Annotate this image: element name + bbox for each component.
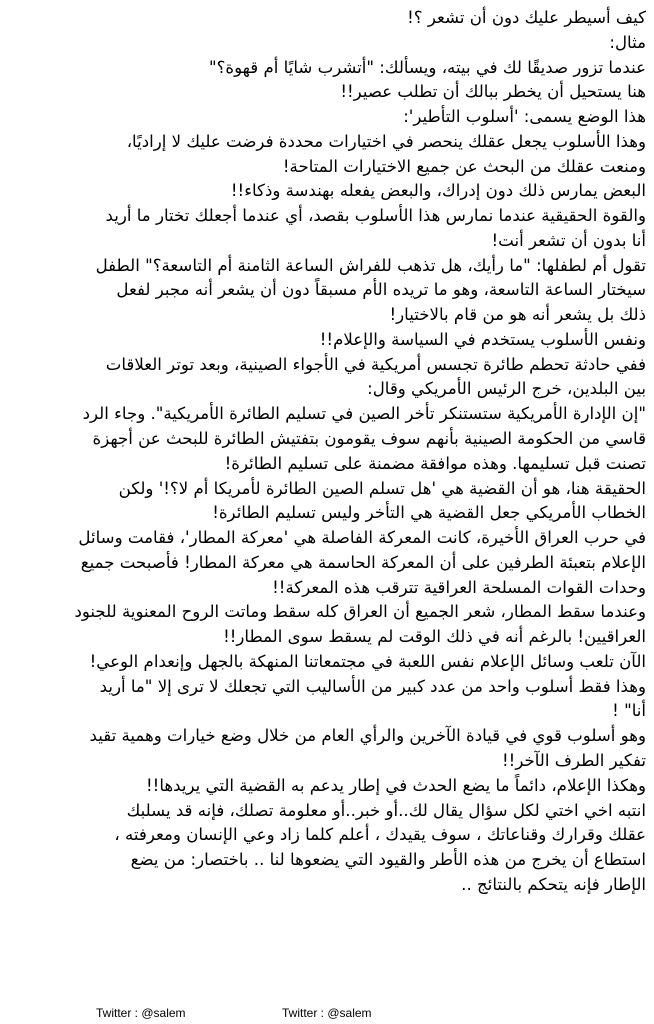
text-line: قاسي من الحكومة الصينية بأنهم سوف يقومون بتفتيش الطائرة للبحث عن أجهزة (92, 429, 646, 449)
text-line: ذلك بل يشعر أنه هو من قام بالاختيار! (389, 305, 646, 325)
text-line: وحدات القوات المسلحة العراقية تترقب هذه المعركة!! (272, 577, 646, 597)
text-line: أنا" ! (612, 701, 646, 721)
text-line: مثال: (609, 32, 646, 52)
text-line: كيف أسيطر عليك دون أن تشعر ؟! (407, 8, 646, 27)
text-line: سيختار الساعة التاسعة، وهو ما تريده الأم مسبقاً دون أن يشعر أنه مجبر لفعل (116, 280, 646, 300)
text-line: "إن الإدارة الأمريكية ستستنكر تأخر الصين في تسليم الطائرة الأمريكية". وجاء الرد (82, 404, 646, 424)
text-line: والقوة الحقيقية عندما نمارس هذا الأسلوب بقصد، أي عندما أجعلك تختار ما أريد (105, 206, 646, 226)
text-line: تقول أم لطفلها: "ما رأيك، هل تذهب للفراش الساعة الثامنة أم التاسعة؟" الطفل (95, 255, 646, 275)
text-line: الإطار فإنه يتحكم بالنتائج .. (461, 874, 646, 894)
text-line: هذا الوضع يسمى: 'أسلوب التأطير': (403, 107, 646, 127)
twitter-credit-right: Twitter : @salem (282, 1006, 372, 1020)
text-line: العراقيين! بالرغم أنه في ذلك الوقت لم يسقط سوى المطار!! (223, 627, 646, 647)
text-line: البعض يمارس ذلك دون إدراك، والبعض يفعله بهندسة وذكاء!! (230, 181, 646, 201)
text-line: الحقيقة هنا، هو أن القضية هي 'هل تسلم الصين الطائرة لأمريكا أم لا؟!' ولكن (118, 478, 646, 498)
text-line: تصنت قبل تسليمها. وهذه موافقة مضمنة على تسليم الطائرة! (224, 453, 646, 473)
text-line: ومنعت عقلك من البحث عن جميع الاختيارات المتاحة! (282, 156, 646, 176)
text-line: الآن تلعب وسائل الإعلام نفس اللعبة في مجتمعاتنا المنهكة بالجهل وإنعدام الوعي! (89, 651, 646, 671)
text-line: أنا بدون أن تشعر أنت! (491, 230, 646, 250)
text-line: وهذا فقط أسلوب واحد من عدد كبير من الأساليب التي تجعلك لا ترى إلا "ما أريد (99, 676, 646, 696)
text-line: الإعلام بتعبئة الطرفين على أن المعركة الحاسمة هي معركة المطار! فأصبحت جميع (80, 552, 646, 572)
text-line: في حرب العراق الأخيرة، كانت المعركة الفاصلة هي 'معركة المطار'، فقامت وسائل (78, 528, 646, 548)
text-line: الخطاب الأمريكي جعل القضية هي التأخر وليس تسليم الطائرة! (212, 503, 646, 523)
text-line: ففي حادثة تحطم طائرة تجسس أمريكية في الأجواء الصينية، وبعد توتر العلاقات (105, 354, 646, 374)
text-line: عندما تزور صديقًا لك في بيته، ويسألك: "أتشرب شايًا أم قهوة؟" (208, 57, 646, 77)
text-line: انتبه اخي اختي لكل سؤال يقال لك..أو خبر..أو معلومة تصلك، فإنه قد يسلبك (126, 800, 646, 820)
text-line: وعندما سقط المطار، شعر الجميع أن العراق كله سقط وماتت الروح المعنوية للجنود (74, 602, 646, 622)
text-line: هنا يستحيل أن يخطر ببالك أن تطلب عصير!! (340, 82, 646, 102)
text-line: وهو أسلوب قوي في قيادة الآخرين والرأي العام من خلال وضع خيارات وهمية تقيد (89, 726, 646, 746)
twitter-credit-left: Twitter : @salem (96, 1006, 186, 1020)
text-line: ونفس الأسلوب يستخدم في السياسة والإعلام!! (319, 329, 646, 349)
text-line: استطاع أن يخرج من هذه الأطر والقيود التي يضعوها لنا .. باختصار: من يضع (130, 850, 646, 870)
article-text (4, 6, 646, 998)
text-line: عقلك وقرارك وقناعاتك ، سوف يقيدك ، أعلم كلما زاد وعي الإنسان ومعرفته ، (114, 825, 646, 845)
text-line: بين البلدين، خرج الرئيس الأمريكي وقال: (367, 379, 646, 399)
text-line: وهذا الأسلوب يجعل عقلك ينحصر في اختيارات محددة فرضت عليك لا إراديًا، (126, 131, 646, 151)
text-line: تفكير الطرف الآخر!! (502, 750, 646, 770)
text-line: وهكذا الإعلام، دائماً ما يضع الحدث في إطار يدعم به القضية التي يريدها!! (146, 775, 646, 795)
